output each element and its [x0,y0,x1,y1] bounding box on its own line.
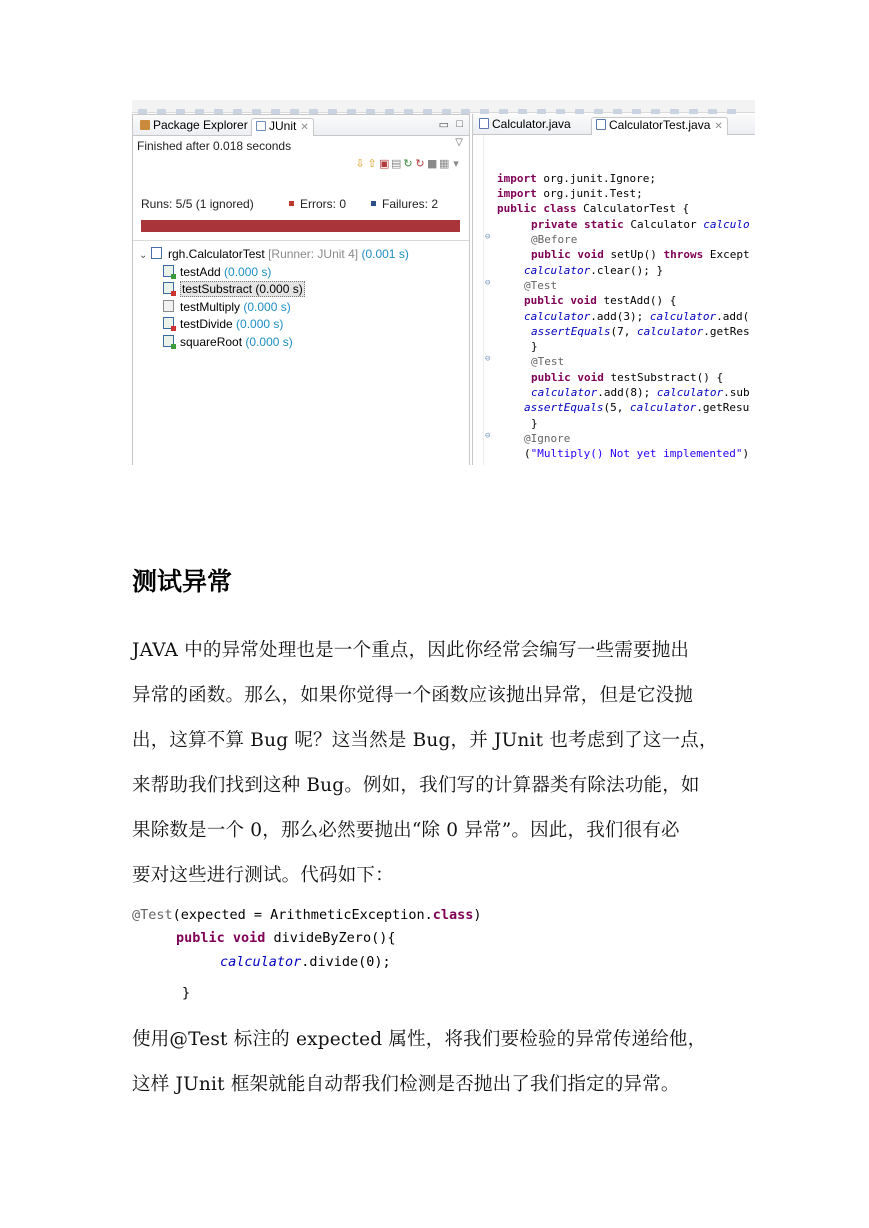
java-file-icon [596,119,606,130]
paragraph-line: 这样 JUnit 框架就能自动帮我们检测是否抛出了我们指定的异常。 [132,1074,680,1095]
stop-icon[interactable]: ■ [427,157,440,170]
test-failed-icon [163,282,174,294]
minimize-icon[interactable]: ▭ [438,119,449,131]
code-line: public void testAdd() { [524,294,677,307]
failures-count: Failures: 2 [371,197,438,211]
java-editor [472,114,755,465]
maximize-icon[interactable]: □ [456,118,463,130]
code-line: } [531,340,538,353]
code-line: @Test [524,279,558,292]
test-progress-bar [141,220,460,232]
history-icon[interactable]: ▦ [439,157,452,170]
paragraph-line: 要对这些进行测试。代码如下： [132,865,394,886]
code-snippet-line: } [182,985,191,1001]
fold-icon[interactable]: ⊖ [485,431,491,441]
code-line: assertEquals(5, calculator.getResu [524,401,750,414]
code-line: assertEquals(7, calculator.getRes [531,325,750,338]
code-line: import org.junit.Ignore; [497,172,656,185]
tab-package-explorer[interactable]: Package Explorer [136,118,252,135]
paragraph-line: JAVA 中的异常处理也是一个重点，因此你经常会编写一些需要抛出 [132,640,690,661]
code-line: private static Calculator calculo [531,218,750,231]
tab-junit[interactable]: JUnit ✕ [251,118,314,136]
failure-icon [371,201,376,206]
show-failures-only-icon[interactable]: ▣ [379,157,392,170]
suite-icon [151,247,162,259]
tree-test-row[interactable] [139,281,409,299]
code-area[interactable] [473,135,755,465]
finished-status: Finished after 0.018 seconds [137,139,292,153]
eclipse-screenshot [132,100,755,465]
error-icon [289,201,294,206]
view-menu-icon[interactable]: ▽ [455,137,463,148]
paragraph-line: 出，这算不算 Bug 呢？这当然是 Bug，并 JUnit 也考虑到了这一点， [132,730,718,751]
code-line: public void setUp() throws Except [531,248,750,261]
test-tree [139,246,409,351]
test-failed-icon [163,317,174,329]
scroll-lock-icon[interactable]: ▤ [391,157,404,170]
code-snippet-line: @Test(expected = ArithmeticException.class) [132,907,482,923]
test-ignored-icon [163,300,174,312]
junit-icon [256,121,266,131]
code-line: public class CalculatorTest { [497,202,690,215]
code-line: calculator.add(8); calculator.sub [531,386,750,399]
section-heading: 测试异常 [132,567,233,596]
menu-chevron-icon[interactable]: ▾ [453,157,461,170]
code-line: calculator.add(3); calculator.add( [524,310,750,323]
tab-calculator-java[interactable]: Calculator.java [475,117,575,134]
junit-toolbar [355,157,463,170]
test-passed-icon [163,265,174,277]
code-line: import org.junit.Test; [497,187,643,200]
close-icon[interactable]: ✕ [300,122,309,133]
top-toolbar [132,100,755,113]
junit-view [132,114,470,465]
tree-suite-row[interactable]: ⌄ rgh.CalculatorTest [Runner: JUnit 4] (0.001 s) [139,246,409,264]
package-icon [140,120,150,130]
code-line: @Before [531,233,578,246]
fold-icon[interactable]: ⊖ [485,232,491,242]
code-snippet-line: calculator.divide(0); [220,954,391,970]
previous-failure-icon[interactable]: ⇧ [367,157,379,170]
close-icon[interactable]: ✕ [714,121,723,132]
tab-calculatortest-java[interactable]: CalculatorTest.java ✕ [591,117,728,135]
code-line: ("Multiply() Not yet implemented") [524,447,750,460]
gutter [483,135,484,465]
selected-test: testSubstract (0.000 s) [182,282,303,296]
code-line: public void testSubstract() { [531,371,724,384]
code-snippet-line: public void divideByZero(){ [176,930,396,946]
tree-test-row[interactable]: squareRoot (0.000 s) [139,334,409,352]
java-file-icon [479,118,489,129]
code-line: } [531,417,538,430]
left-tab-bar [133,115,469,136]
tree-test-row[interactable]: testDivide (0.000 s) [139,316,409,334]
fold-icon[interactable]: ⊖ [485,354,491,364]
rerun-icon[interactable]: ↻ [403,157,415,170]
code-line: @Ignore [524,432,571,445]
next-failure-icon[interactable]: ⇩ [355,157,367,170]
runs-count: Runs: 5/5 (1 ignored) [141,197,254,211]
chevron-down-icon[interactable]: ⌄ [139,250,148,261]
editor-tab-bar [473,114,755,135]
test-passed-icon [163,335,174,347]
fold-icon[interactable]: ⊖ [485,278,491,288]
rerun-failed-icon[interactable]: ↻ [415,157,427,170]
paragraph-line: 果除数是一个 0，那么必然要抛出“除 0 异常”。因此，我们很有必 [132,820,680,841]
divider [133,240,469,241]
code-line: @Test [531,355,565,368]
errors-count: Errors: 0 [289,197,346,211]
tree-test-row[interactable]: testMultiply (0.000 s) [139,299,409,317]
code-line: calculator.clear(); } [524,264,664,277]
paragraph-line: 来帮助我们找到这种 Bug。例如，我们写的计算器类有除法功能，如 [132,775,700,796]
paragraph-line: 使用@Test 标注的 expected 属性，将我们要检验的异常传递给他， [132,1029,707,1050]
paragraph-line: 异常的函数。那么，如果你觉得一个函数应该抛出异常，但是它没抛 [132,685,694,706]
tree-test-row[interactable]: testAdd (0.000 s) [139,264,409,282]
